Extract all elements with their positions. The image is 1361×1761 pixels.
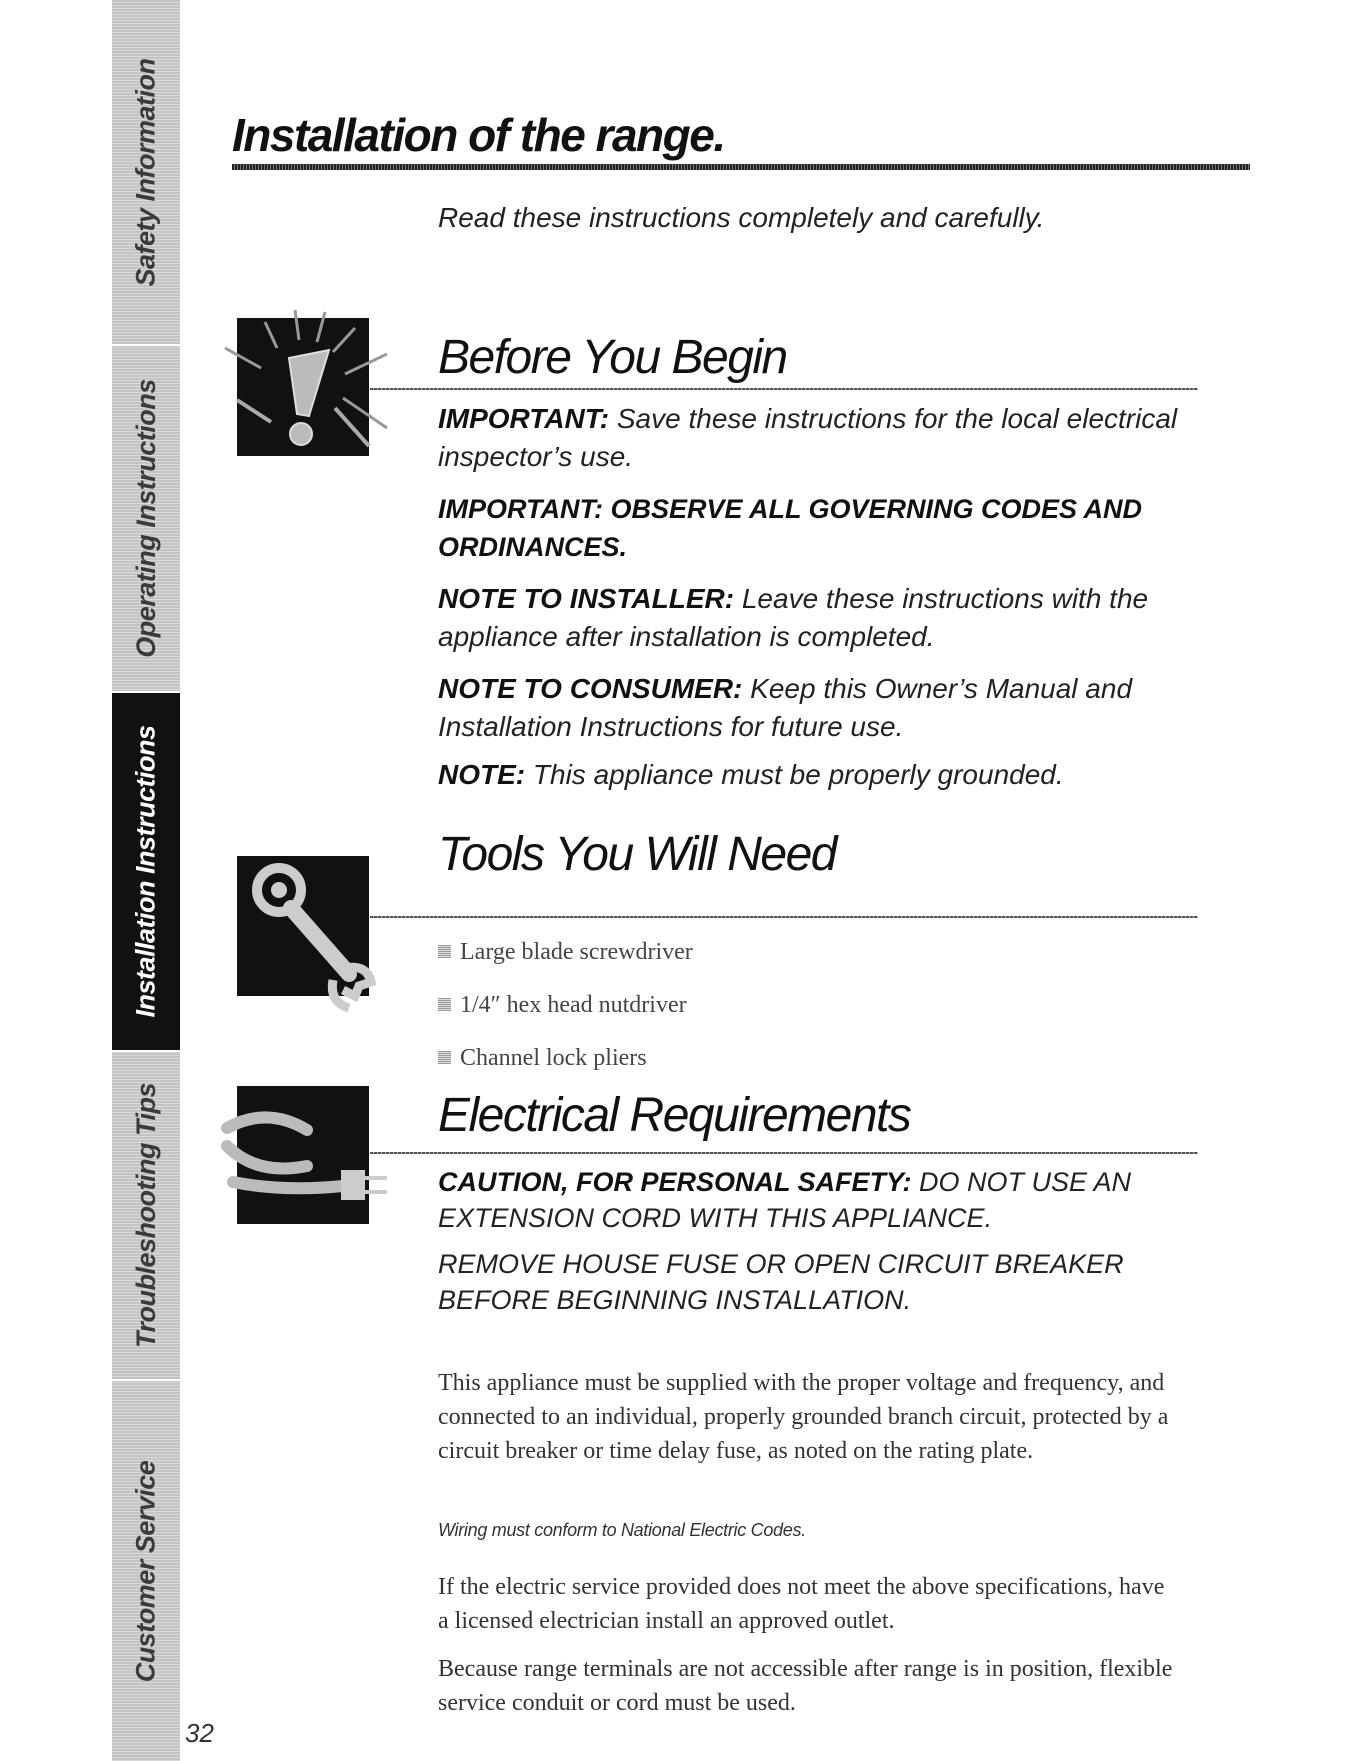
- section-heading-tools: Tools You Will Need: [438, 828, 836, 881]
- tab-operating-instructions[interactable]: [112, 346, 180, 693]
- note-grounded: [438, 756, 1198, 794]
- note-lead: NOTE TO INSTALLER:: [438, 583, 735, 614]
- tab-label: Troubleshooting Tips: [130, 1083, 161, 1348]
- warning-icon: [237, 318, 369, 456]
- plug-icon: [237, 1086, 369, 1224]
- caution-lead: CAUTION, FOR PERSONAL SAFETY:: [438, 1167, 912, 1197]
- supply-paragraph: This appliance must be supplied with the proper voltage and frequency, and connected to an individual, properly grounded branch circuit, protected by a circuit breaker or time delay fuse, as noted on the rating plate.: [438, 1370, 1169, 1464]
- wiring-note: Wiring must conform to National Electric Codes.: [438, 1520, 806, 1540]
- section-rule: [370, 916, 1198, 918]
- caution-block: [438, 1164, 1198, 1318]
- note-lead: IMPORTANT:: [438, 403, 610, 434]
- tab-troubleshooting-tips[interactable]: [112, 1052, 180, 1381]
- tool-label: Channel lock pliers: [460, 1044, 647, 1071]
- note-text: Leave these instructions with the appliance after installation is completed.: [438, 583, 1149, 652]
- square-bullet-icon: [438, 998, 451, 1011]
- tab-customer-service[interactable]: [112, 1381, 180, 1761]
- list-item: [438, 1031, 693, 1084]
- section-rule: [370, 1152, 1198, 1154]
- note-to-installer: [438, 580, 1198, 656]
- section-heading-electrical: Electrical Requirements: [438, 1089, 911, 1142]
- side-tabs: [112, 0, 180, 1761]
- tools-list: [438, 925, 693, 1084]
- note-lead: NOTE:: [438, 759, 526, 790]
- square-bullet-icon: [438, 1051, 451, 1064]
- section-rule: [370, 388, 1198, 390]
- tab-label: Customer Service: [130, 1460, 161, 1682]
- page-number: 32: [185, 1718, 214, 1748]
- remove-fuse-line-1: REMOVE HOUSE FUSE OR OPEN CIRCUIT BREAKER: [438, 1249, 1124, 1279]
- tab-label: Operating Instructions: [130, 379, 161, 658]
- tab-label: Installation Instructions: [130, 725, 161, 1018]
- section-heading-before-you-begin: Before You Begin: [438, 331, 787, 384]
- caution-line-2: EXTENSION CORD WITH THIS APPLIANCE.: [438, 1203, 993, 1233]
- list-item: [438, 925, 693, 978]
- note-to-consumer: [438, 670, 1198, 746]
- tab-installation-instructions[interactable]: [112, 693, 180, 1052]
- caution-text: DO NOT USE AN: [911, 1167, 1132, 1197]
- wrench-icon: [237, 856, 369, 996]
- note-text: Save these instructions for the local electrical inspector’s use.: [438, 403, 1178, 472]
- square-bullet-icon: [438, 945, 451, 958]
- caution-line-1: [438, 1164, 1198, 1200]
- note-lead: IMPORTANT: OBSERVE ALL GOVERNING CODES AND ORDINANCES.: [438, 494, 1143, 562]
- note-text: Keep this Owner’s Manual and Installation Instructions for future use.: [438, 673, 1133, 742]
- tool-label: Large blade screwdriver: [460, 938, 693, 965]
- note-observe-codes: [438, 490, 1198, 566]
- service-paragraph: If the electric service provided does not meet the above specifications, have a licensed electrician install an approved outlet.: [438, 1574, 1165, 1634]
- intro-text: Read these instructions completely and carefully.: [438, 202, 1045, 233]
- title-rule: [232, 164, 1250, 170]
- list-item: [438, 978, 693, 1031]
- tool-label: 1/4″ hex head nutdriver: [460, 991, 687, 1018]
- tab-safety-information[interactable]: [112, 0, 180, 346]
- note-important: [438, 400, 1198, 476]
- remove-fuse-line-2: BEFORE BEGINNING INSTALLATION.: [438, 1285, 912, 1315]
- note-lead: NOTE TO CONSUMER:: [438, 673, 743, 704]
- tab-label: Safety Information: [130, 57, 161, 287]
- note-text: This appliance must be properly grounded.: [525, 759, 1064, 790]
- page-title: Installation of the range.: [232, 109, 725, 161]
- conduit-paragraph: Because range terminals are not accessible after range is in position, flexible service conduit or cord must be used.: [438, 1656, 1173, 1716]
